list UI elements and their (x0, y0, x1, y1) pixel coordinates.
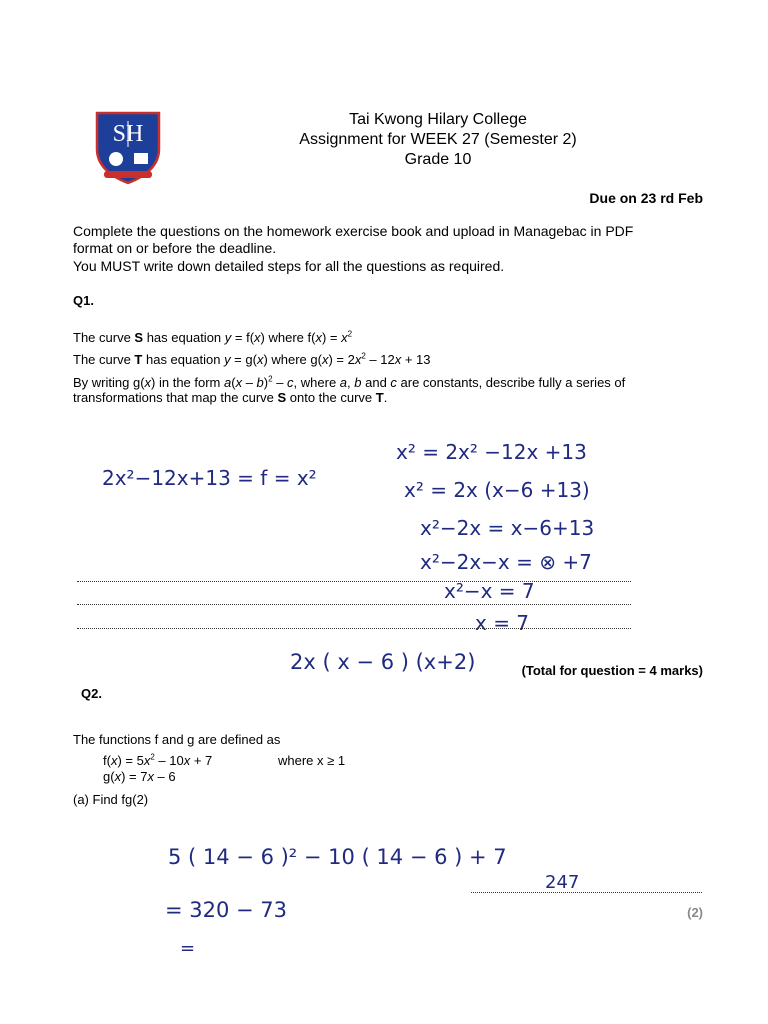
answer-dotted-line (77, 628, 631, 629)
due-date: Due on 23 rd Feb (589, 190, 703, 206)
logo-letters: SH (112, 121, 144, 147)
q1-line-writing: By writing g(x) in the form a(x – b)$^2$ – c, where a, b and c are constants, describe fully a series of (73, 374, 626, 390)
q2-handwriting-line-2: = 320 − 73 (165, 898, 288, 922)
q2-handwriting-line-3: = (180, 938, 196, 959)
q2-label: Q2. (81, 686, 102, 701)
q1-handwriting-line-4: x²−2x−x = ⊗ +7 (420, 550, 592, 574)
q1-handwriting-line-2: x² = 2x (x−6 +13) (404, 478, 590, 502)
grade-label: Grade 10 (404, 151, 472, 168)
q1-handwriting-bottom: 2x ( x − 6 ) (x+2) (290, 650, 476, 674)
q1-handwriting-line-6: x = 7 (475, 611, 530, 635)
q2-handwriting-line-1: 5 ( 14 − 6 )² − 10 ( 14 − 6 ) + 7 (168, 845, 507, 869)
instruction-line-1: Complete the questions on the homework exercise book and upload in Managebac in PDF (73, 223, 634, 239)
answer-dotted-line (77, 581, 631, 582)
instruction-line-2: format on or before the deadline. (73, 240, 277, 256)
q2-domain: where x ≥ 1 (278, 753, 346, 768)
answer-dotted-line (77, 604, 631, 605)
school-logo (85, 107, 171, 187)
q1-total-marks: (Total for question = 4 marks) (521, 663, 703, 678)
q2-f-definition: $f(x) = 5x^2 - 10x + 7$ (103, 752, 213, 768)
q2-part-a-marks: (2) (687, 905, 703, 920)
q1-line-s: The curve S has equation y = f(x) where $f(x) = x^2$ (73, 329, 353, 345)
q2-answer: 247 (545, 872, 580, 893)
instruction-line-3: You MUST write down detailed steps for all the questions as required. (73, 258, 505, 274)
q1-line-transform: transformations that map the curve S onto the curve T. (73, 390, 388, 405)
q1-line-t: The curve T has equation y = g(x) where $g(x) = 2x^2 - 12x + 13$ (73, 351, 431, 367)
q2-g-definition: g(x) = 7x – 6 (103, 769, 176, 784)
q2-part-a: (a) Find fg(2) (73, 792, 149, 807)
answer-dotted-line (471, 892, 702, 893)
q1-label: Q1. (73, 293, 94, 308)
school-name: Tai Kwong Hilary College (349, 111, 527, 128)
q1-handwriting-line-5: x²−x = 7 (444, 579, 535, 603)
q1-handwriting-line-1: x² = 2x² −12x +13 (396, 440, 587, 464)
q1-handwriting-left: 2x²−12x+13 = f = x² (102, 466, 317, 490)
assignment-title: Assignment for WEEK 27 (Semester 2) (299, 131, 577, 148)
q1-handwriting-line-3: x²−2x = x−6+13 (420, 516, 595, 540)
q2-intro: The functions f and g are defined as (73, 732, 281, 747)
